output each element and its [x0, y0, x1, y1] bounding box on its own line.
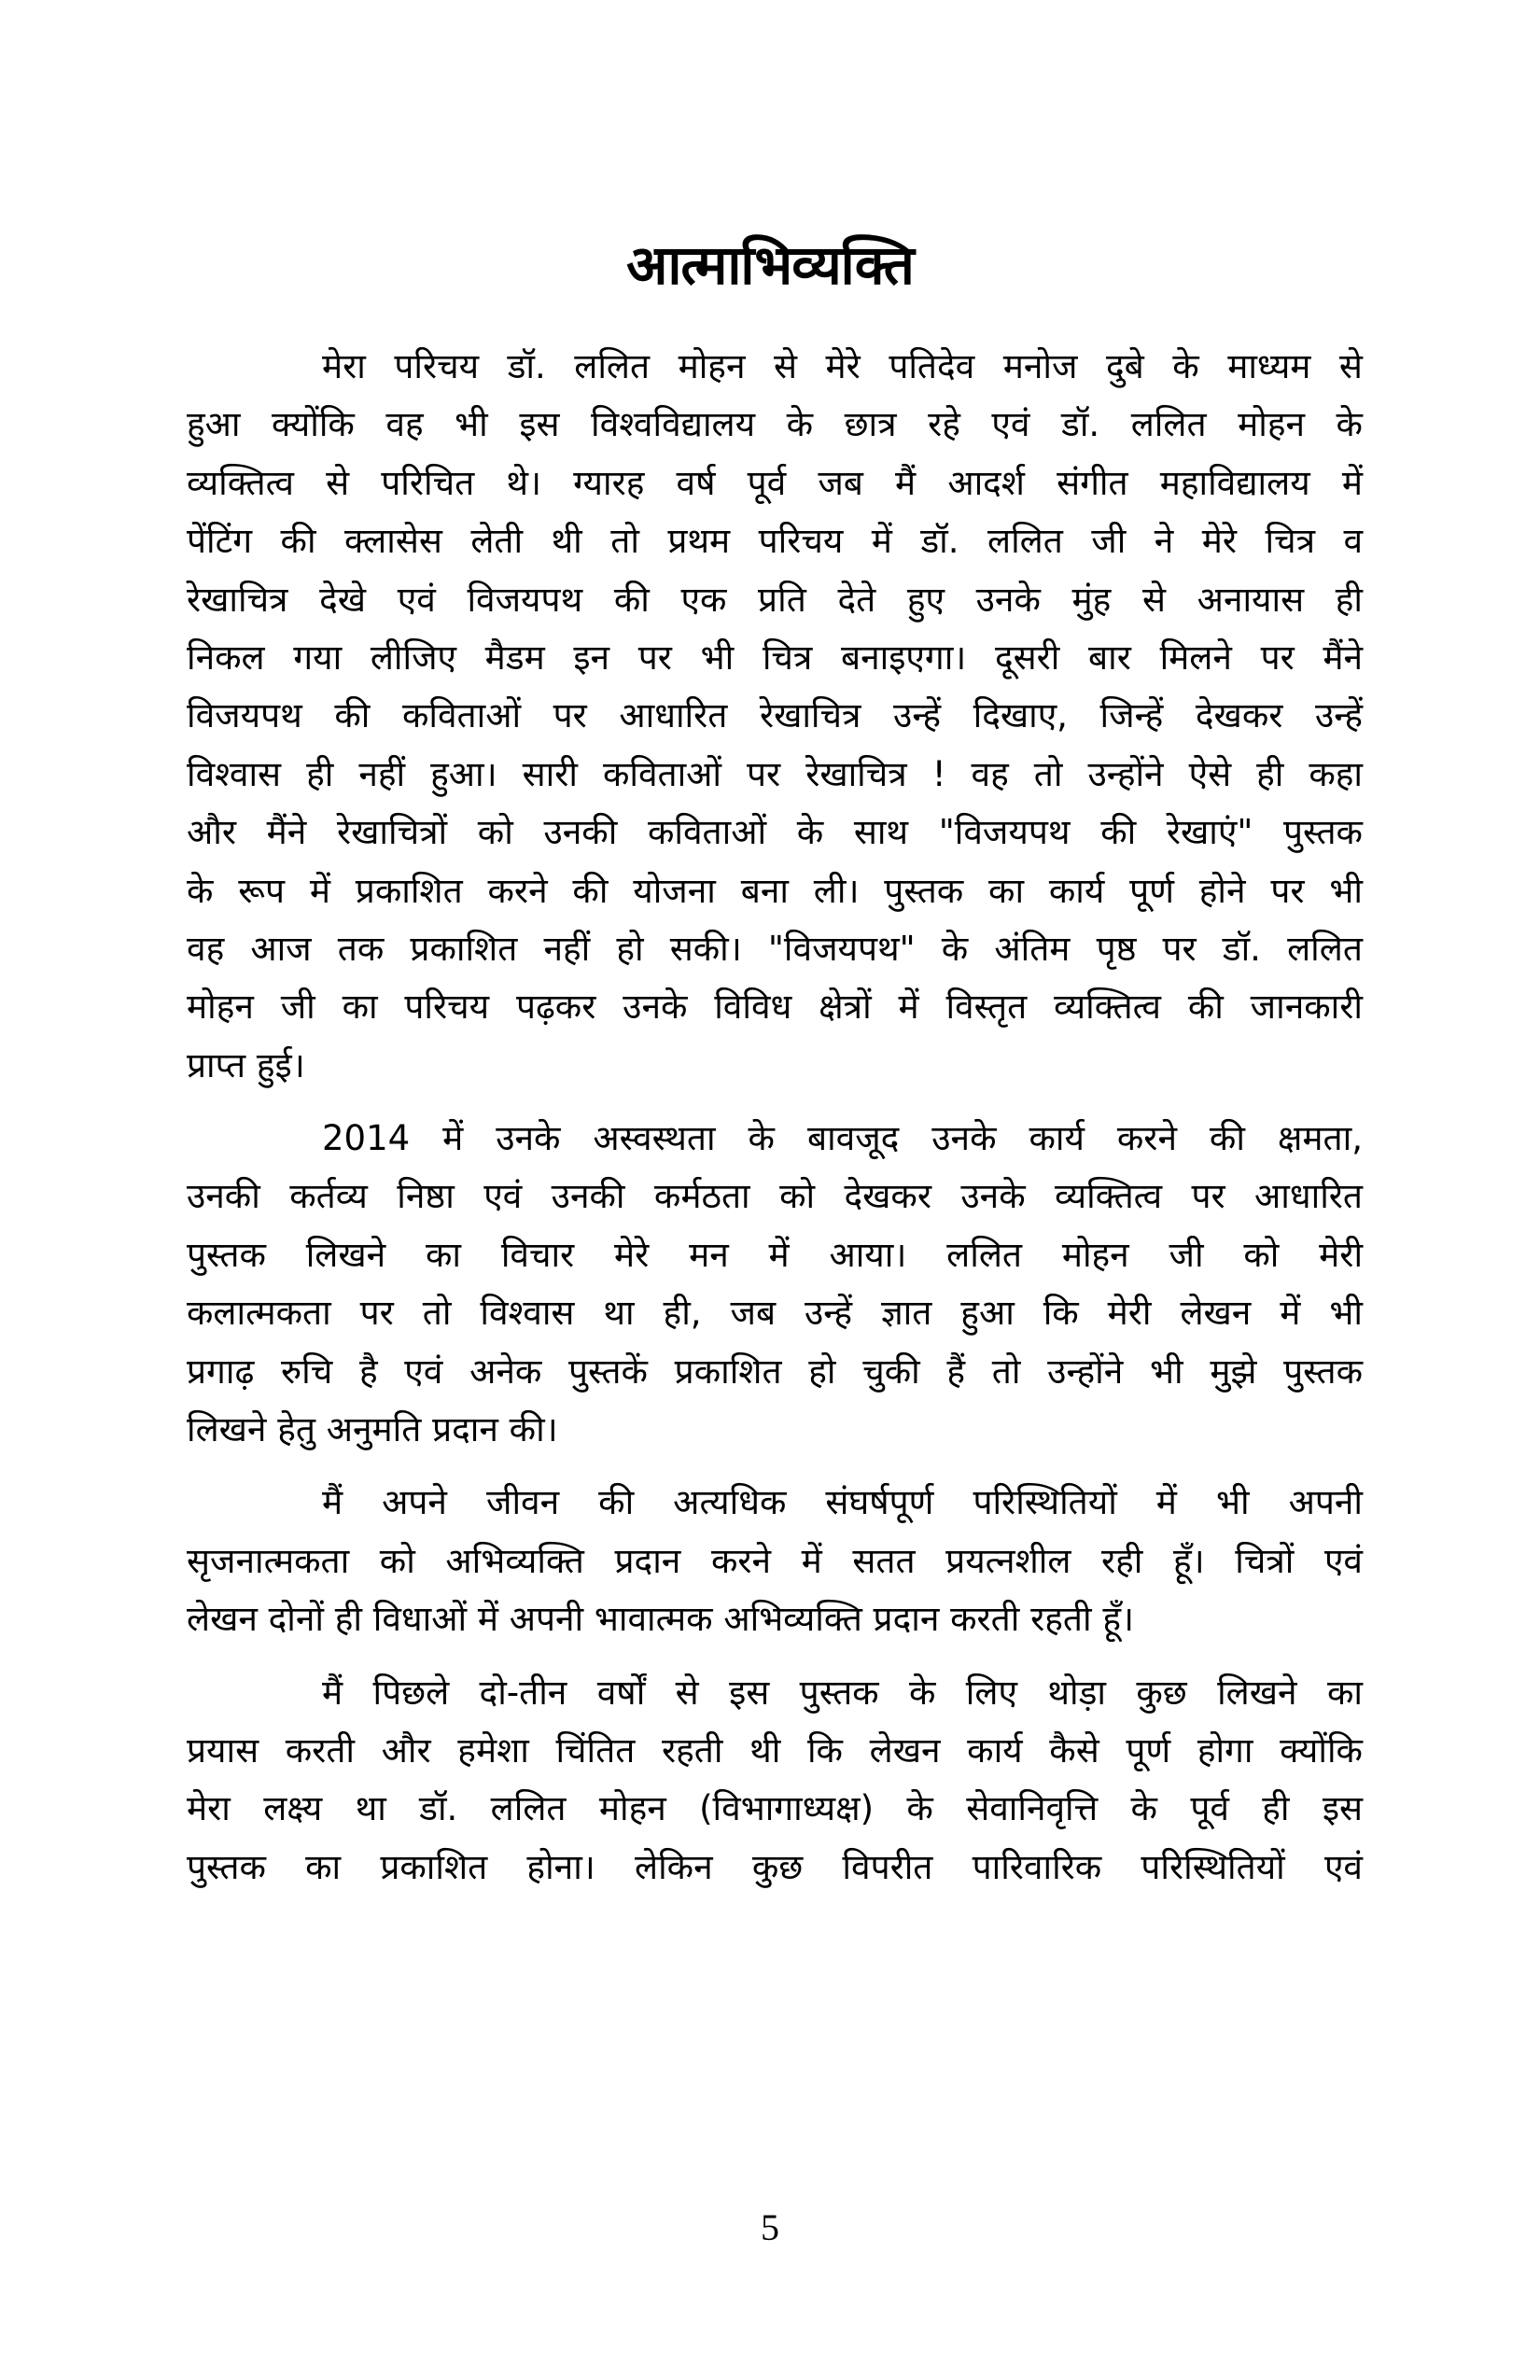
text-line: प्रगाढ़ रुचि है एवं अनेक पुस्तकें प्रकाशित हो चुकी हैं तो उन्होंने भी मुझे पुस्तक: [187, 1351, 1364, 1392]
text-line: व्यक्तित्व से परिचित थे। ग्यारह वर्ष पूर्व जब मैं आदर्श संगीत महाविद्यालय में: [187, 462, 1363, 503]
text-line: और मैंने रेखाचित्रों को उनकी कविताओं के साथ "विजयपथ की रेखाएं" पुस्तक: [187, 812, 1363, 853]
text-line: पुस्तक का प्रकाशित होना। लेकिन कुछ विपरीत पारिवारिक परिस्थितियों एवं: [187, 1846, 1363, 1887]
text-line: के रूप में प्रकाशित करने की योजना बना ली। पुस्तक का कार्य पूर्ण होने पर भी: [187, 870, 1363, 911]
text-line: हुआ क्योंकि वह भी इस विश्वविद्यालय के छात्र रहे एवं डॉ. ललित मोहन के: [187, 404, 1363, 445]
text-line: लेखन दोनों ही विधाओं में अपनी भावात्मक अभिव्यक्ति प्रदान करती रहती हूँ।: [187, 1599, 1135, 1640]
body-text: [187, 338, 1363, 1897]
text-line: रेखाचित्र देखे एवं विजयपथ की एक प्रति देते हुए उनके मुंह से अनायास ही: [187, 579, 1364, 620]
paragraph-1: [187, 338, 1363, 1095]
page-title: आत्माभिव्यक्ति: [626, 232, 914, 297]
paragraph-spacer: [187, 1459, 1363, 1474]
text-line: मेरा परिचय डॉ. ललित मोहन से मेरे पतिदेव मनोज दुबे के माध्यम से: [322, 346, 1363, 386]
text-line: विजयपथ की कविताओं पर आधारित रेखाचित्र उन्हें दिखाए, जिन्हें देखकर उन्हें: [187, 695, 1363, 736]
page-number: 5: [761, 2206, 779, 2248]
text-line: विश्वास ही नहीं हुआ। सारी कविताओं पर रेखाचित्र ! वह तो उन्होंने ऐसे ही कहा: [187, 753, 1364, 794]
text-line: निकल गया लीजिए मैडम इन पर भी चित्र बनाइएगा। दूसरी बार मिलने पर मैंने: [187, 637, 1364, 678]
text-line: मेरा लक्ष्य था डॉ. ललित मोहन (विभागाध्यक्ष) के सेवानिवृत्ति के पूर्व ही इस: [187, 1788, 1364, 1829]
paragraph-2: [187, 1110, 1363, 1459]
paragraph-3: [187, 1474, 1363, 1648]
paragraph-4: [187, 1664, 1363, 1897]
text-line: प्राप्त हुई।: [187, 1044, 305, 1085]
text-line: पुस्तक लिखने का विचार मेरे मन में आया। ललित मोहन जी को मेरी: [187, 1234, 1364, 1275]
text-line: सृजनात्मकता को अभिव्यक्ति प्रदान करने में सतत प्रयत्नशील रही हूँ। चित्रों एवं: [187, 1540, 1364, 1581]
text-line: पेंटिंग की क्लासेस लेती थी तो प्रथम परिचय में डॉ. ललित जी ने मेरे चित्र व: [187, 521, 1364, 562]
text-line: उनकी कर्तव्य निष्ठा एवं उनकी कर्मठता को देखकर उनके व्यक्तित्व पर आधारित: [187, 1176, 1364, 1217]
text-line: लिखने हेतु अनुमति प्रदान की।: [187, 1409, 558, 1450]
paragraph-spacer: [187, 1649, 1363, 1664]
text-line: कलात्मकता पर तो विश्वास था ही, जब उन्हें ज्ञात हुआ कि मेरी लेखन में भी: [187, 1293, 1363, 1334]
paragraph-spacer: [187, 1095, 1363, 1110]
text-line: प्रयास करती और हमेशा चिंतित रहती थी कि लेखन कार्य कैसे पूर्ण होगा क्योंकि: [187, 1729, 1363, 1771]
text-line: वह आज तक प्रकाशित नहीं हो सकी। "विजयपथ" के अंतिम पृष्ठ पर डॉ. ललित: [187, 928, 1363, 969]
text-line: मोहन जी का परिचय पढ़कर उनके विविध क्षेत्रों में विस्तृत व्यक्तित्व की जानकारी: [187, 987, 1363, 1028]
text-line: मैं पिछले दो-तीन वर्षों से इस पुस्तक के लिए थोड़ा कुछ लिखने का: [322, 1672, 1363, 1713]
text-line: मैं अपने जीवन की अत्यधिक संघर्षपूर्ण परिस्थितियों में भी अपनी: [322, 1482, 1363, 1523]
text-line: 2014 में उनके अस्वस्थता के बावजूद उनके कार्य करने की क्षमता,: [322, 1118, 1363, 1159]
